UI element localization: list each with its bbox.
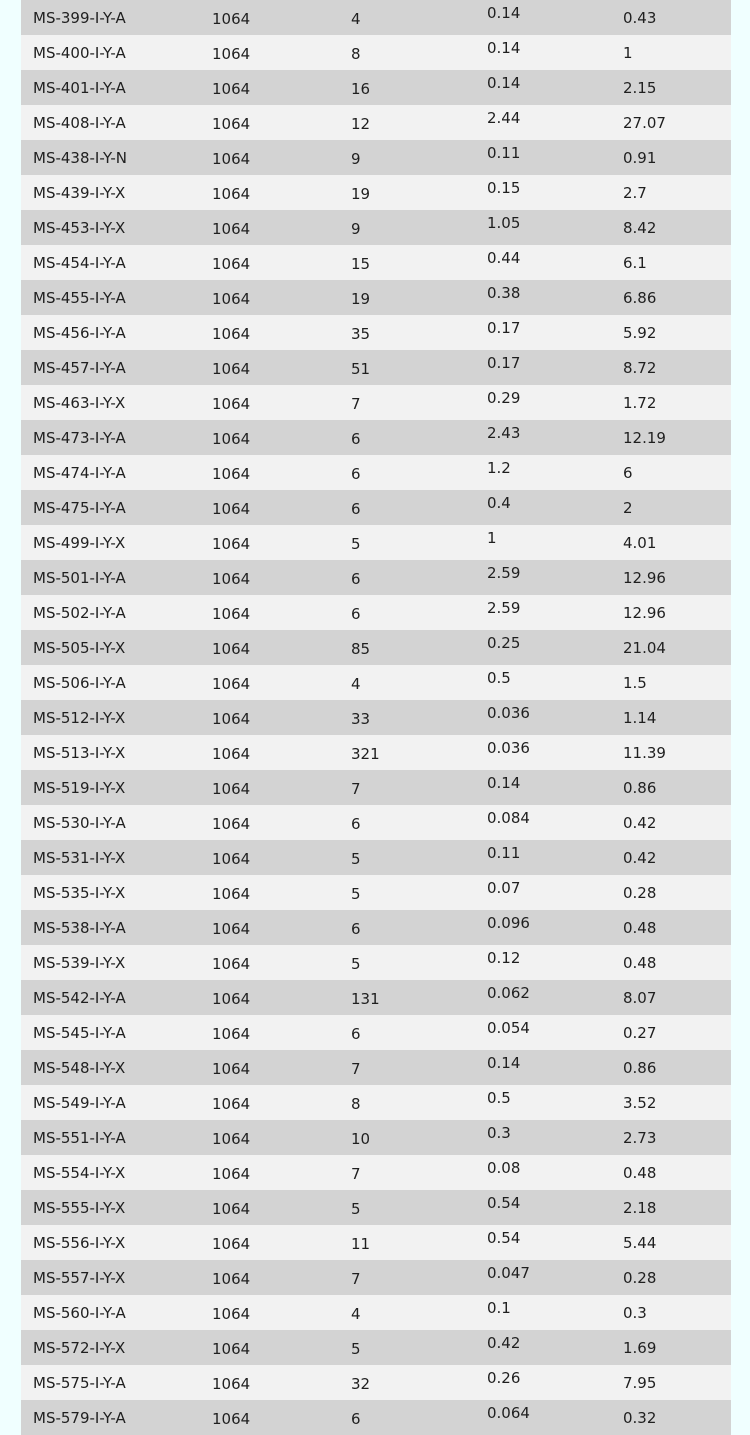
cell-value-a: 1.05 bbox=[487, 214, 521, 232]
cell-part-number: MS-455-I-Y-A bbox=[33, 289, 126, 307]
table-row bbox=[21, 1295, 731, 1330]
cell-value-a: 0.1 bbox=[487, 1299, 511, 1317]
cell-value-b: 0.48 bbox=[623, 919, 657, 937]
cell-value-a: 0.08 bbox=[487, 1159, 521, 1177]
cell-wavelength: 1064 bbox=[212, 115, 251, 133]
cell-wavelength: 1064 bbox=[212, 150, 251, 168]
table-row bbox=[21, 805, 731, 840]
cell-part-number: MS-542-I-Y-A bbox=[33, 989, 126, 1007]
cell-part-number: MS-554-I-Y-X bbox=[33, 1164, 126, 1182]
cell-part-number: MS-551-I-Y-A bbox=[33, 1129, 126, 1147]
cell-wavelength: 1064 bbox=[212, 500, 251, 518]
cell-value-b: 1 bbox=[623, 44, 633, 62]
cell-value-a: 2.59 bbox=[487, 564, 521, 582]
data-table bbox=[21, 0, 731, 1435]
cell-part-number: MS-501-I-Y-A bbox=[33, 569, 126, 587]
table-row bbox=[21, 35, 731, 70]
table-row bbox=[21, 350, 731, 385]
cell-count: 5 bbox=[351, 1340, 361, 1358]
cell-value-b: 0.91 bbox=[623, 149, 657, 167]
cell-wavelength: 1064 bbox=[212, 955, 251, 973]
table-row bbox=[21, 280, 731, 315]
cell-value-b: 0.86 bbox=[623, 779, 657, 797]
table-row bbox=[21, 1120, 731, 1155]
cell-part-number: MS-535-I-Y-X bbox=[33, 884, 126, 902]
cell-part-number: MS-502-I-Y-A bbox=[33, 604, 126, 622]
cell-count: 6 bbox=[351, 1025, 361, 1043]
cell-part-number: MS-557-I-Y-X bbox=[33, 1269, 126, 1287]
cell-value-a: 0.14 bbox=[487, 39, 521, 57]
cell-value-b: 1.69 bbox=[623, 1339, 657, 1357]
cell-part-number: MS-408-I-Y-A bbox=[33, 114, 126, 132]
cell-value-b: 11.39 bbox=[623, 744, 666, 762]
cell-value-a: 2.43 bbox=[487, 424, 521, 442]
cell-part-number: MS-539-I-Y-X bbox=[33, 954, 126, 972]
cell-wavelength: 1064 bbox=[212, 290, 251, 308]
cell-value-b: 0.28 bbox=[623, 1269, 657, 1287]
cell-wavelength: 1064 bbox=[212, 1375, 251, 1393]
cell-value-a: 2.59 bbox=[487, 599, 521, 617]
cell-count: 6 bbox=[351, 1410, 361, 1428]
table-row bbox=[21, 1330, 731, 1365]
cell-wavelength: 1064 bbox=[212, 605, 251, 623]
cell-count: 9 bbox=[351, 150, 361, 168]
cell-count: 5 bbox=[351, 535, 361, 553]
cell-count: 6 bbox=[351, 815, 361, 833]
cell-count: 7 bbox=[351, 780, 361, 798]
cell-count: 7 bbox=[351, 1060, 361, 1078]
table-row bbox=[21, 1400, 731, 1435]
cell-count: 6 bbox=[351, 465, 361, 483]
table-row bbox=[21, 1155, 731, 1190]
cell-value-b: 12.96 bbox=[623, 569, 666, 587]
cell-value-b: 2 bbox=[623, 499, 633, 517]
table-row bbox=[21, 455, 731, 490]
cell-value-a: 0.5 bbox=[487, 669, 511, 687]
cell-count: 6 bbox=[351, 920, 361, 938]
cell-part-number: MS-400-I-Y-A bbox=[33, 44, 126, 62]
cell-wavelength: 1064 bbox=[212, 1410, 251, 1428]
table-row bbox=[21, 210, 731, 245]
cell-wavelength: 1064 bbox=[212, 1235, 251, 1253]
cell-wavelength: 1064 bbox=[212, 990, 251, 1008]
cell-part-number: MS-439-I-Y-X bbox=[33, 184, 126, 202]
cell-wavelength: 1064 bbox=[212, 185, 251, 203]
cell-part-number: MS-531-I-Y-X bbox=[33, 849, 126, 867]
cell-count: 5 bbox=[351, 850, 361, 868]
table-row bbox=[21, 315, 731, 350]
cell-part-number: MS-505-I-Y-X bbox=[33, 639, 126, 657]
cell-value-b: 1.72 bbox=[623, 394, 657, 412]
table-row bbox=[21, 665, 731, 700]
cell-part-number: MS-530-I-Y-A bbox=[33, 814, 126, 832]
cell-count: 85 bbox=[351, 640, 371, 658]
cell-count: 5 bbox=[351, 1200, 361, 1218]
cell-wavelength: 1064 bbox=[212, 465, 251, 483]
cell-value-b: 0.86 bbox=[623, 1059, 657, 1077]
cell-value-b: 1.5 bbox=[623, 674, 647, 692]
table-row bbox=[21, 420, 731, 455]
cell-value-b: 0.42 bbox=[623, 814, 657, 832]
cell-wavelength: 1064 bbox=[212, 1165, 251, 1183]
table-row bbox=[21, 0, 731, 35]
cell-part-number: MS-454-I-Y-A bbox=[33, 254, 126, 272]
table-row bbox=[21, 1015, 731, 1050]
cell-count: 16 bbox=[351, 80, 371, 98]
cell-part-number: MS-555-I-Y-X bbox=[33, 1199, 126, 1217]
cell-count: 6 bbox=[351, 570, 361, 588]
cell-value-b: 2.15 bbox=[623, 79, 657, 97]
cell-part-number: MS-556-I-Y-X bbox=[33, 1234, 126, 1252]
cell-value-a: 0.07 bbox=[487, 879, 521, 897]
table-row bbox=[21, 630, 731, 665]
table-row bbox=[21, 1225, 731, 1260]
cell-part-number: MS-506-I-Y-A bbox=[33, 674, 126, 692]
table-row bbox=[21, 175, 731, 210]
cell-value-b: 6.86 bbox=[623, 289, 657, 307]
cell-wavelength: 1064 bbox=[212, 1305, 251, 1323]
cell-count: 4 bbox=[351, 10, 361, 28]
cell-value-a: 2.44 bbox=[487, 109, 521, 127]
table-body bbox=[21, 0, 731, 1435]
cell-value-b: 0.48 bbox=[623, 954, 657, 972]
cell-value-a: 0.14 bbox=[487, 74, 521, 92]
cell-value-b: 12.19 bbox=[623, 429, 666, 447]
cell-part-number: MS-519-I-Y-X bbox=[33, 779, 126, 797]
cell-count: 15 bbox=[351, 255, 371, 273]
table-row bbox=[21, 1365, 731, 1400]
cell-count: 12 bbox=[351, 115, 371, 133]
cell-count: 8 bbox=[351, 1095, 361, 1113]
cell-wavelength: 1064 bbox=[212, 1025, 251, 1043]
cell-value-a: 0.25 bbox=[487, 634, 521, 652]
cell-count: 4 bbox=[351, 1305, 361, 1323]
cell-value-a: 0.14 bbox=[487, 4, 521, 22]
cell-count: 10 bbox=[351, 1130, 371, 1148]
table-row bbox=[21, 595, 731, 630]
table-row bbox=[21, 1050, 731, 1085]
cell-value-b: 12.96 bbox=[623, 604, 666, 622]
cell-wavelength: 1064 bbox=[212, 10, 251, 28]
cell-wavelength: 1064 bbox=[212, 1130, 251, 1148]
cell-value-b: 1.14 bbox=[623, 709, 657, 727]
cell-value-b: 5.92 bbox=[623, 324, 657, 342]
cell-count: 19 bbox=[351, 290, 371, 308]
cell-value-a: 0.14 bbox=[487, 774, 521, 792]
table-row bbox=[21, 105, 731, 140]
cell-count: 5 bbox=[351, 955, 361, 973]
cell-value-a: 0.44 bbox=[487, 249, 521, 267]
cell-wavelength: 1064 bbox=[212, 395, 251, 413]
cell-value-b: 2.73 bbox=[623, 1129, 657, 1147]
cell-value-a: 0.54 bbox=[487, 1194, 521, 1212]
cell-wavelength: 1064 bbox=[212, 1270, 251, 1288]
table-row bbox=[21, 1190, 731, 1225]
cell-wavelength: 1064 bbox=[212, 920, 251, 938]
cell-wavelength: 1064 bbox=[212, 45, 251, 63]
table-row bbox=[21, 1260, 731, 1295]
cell-value-a: 0.14 bbox=[487, 1054, 521, 1072]
cell-value-a: 0.054 bbox=[487, 1019, 530, 1037]
cell-value-a: 0.11 bbox=[487, 844, 521, 862]
cell-count: 131 bbox=[351, 990, 380, 1008]
table-row bbox=[21, 910, 731, 945]
cell-wavelength: 1064 bbox=[212, 640, 251, 658]
cell-part-number: MS-457-I-Y-A bbox=[33, 359, 126, 377]
cell-part-number: MS-548-I-Y-X bbox=[33, 1059, 126, 1077]
cell-wavelength: 1064 bbox=[212, 1200, 251, 1218]
cell-value-a: 0.17 bbox=[487, 319, 521, 337]
table-row bbox=[21, 840, 731, 875]
cell-wavelength: 1064 bbox=[212, 570, 251, 588]
cell-part-number: MS-560-I-Y-A bbox=[33, 1304, 126, 1322]
cell-count: 9 bbox=[351, 220, 361, 238]
cell-value-a: 0.12 bbox=[487, 949, 521, 967]
cell-value-a: 0.036 bbox=[487, 739, 530, 757]
cell-count: 51 bbox=[351, 360, 371, 378]
table-row bbox=[21, 945, 731, 980]
cell-value-a: 0.062 bbox=[487, 984, 530, 1002]
cell-value-b: 0.48 bbox=[623, 1164, 657, 1182]
cell-value-b: 0.27 bbox=[623, 1024, 657, 1042]
cell-wavelength: 1064 bbox=[212, 1340, 251, 1358]
cell-value-a: 0.084 bbox=[487, 809, 530, 827]
cell-wavelength: 1064 bbox=[212, 325, 251, 343]
table-row bbox=[21, 70, 731, 105]
cell-wavelength: 1064 bbox=[212, 220, 251, 238]
cell-value-a: 0.42 bbox=[487, 1334, 521, 1352]
cell-wavelength: 1064 bbox=[212, 80, 251, 98]
cell-part-number: MS-474-I-Y-A bbox=[33, 464, 126, 482]
cell-value-a: 0.096 bbox=[487, 914, 530, 932]
cell-count: 321 bbox=[351, 745, 380, 763]
cell-count: 19 bbox=[351, 185, 371, 203]
cell-part-number: MS-575-I-Y-A bbox=[33, 1374, 126, 1392]
cell-part-number: MS-579-I-Y-A bbox=[33, 1409, 126, 1427]
cell-count: 5 bbox=[351, 885, 361, 903]
cell-value-b: 8.42 bbox=[623, 219, 657, 237]
cell-count: 8 bbox=[351, 45, 361, 63]
cell-wavelength: 1064 bbox=[212, 360, 251, 378]
cell-count: 7 bbox=[351, 395, 361, 413]
cell-value-a: 0.3 bbox=[487, 1124, 511, 1142]
cell-part-number: MS-545-I-Y-A bbox=[33, 1024, 126, 1042]
cell-count: 32 bbox=[351, 1375, 371, 1393]
cell-part-number: MS-401-I-Y-A bbox=[33, 79, 126, 97]
cell-part-number: MS-499-I-Y-X bbox=[33, 534, 126, 552]
table-row bbox=[21, 735, 731, 770]
table-row bbox=[21, 490, 731, 525]
cell-value-a: 0.047 bbox=[487, 1264, 530, 1282]
cell-part-number: MS-475-I-Y-A bbox=[33, 499, 126, 517]
cell-count: 6 bbox=[351, 605, 361, 623]
cell-value-b: 27.07 bbox=[623, 114, 666, 132]
cell-part-number: MS-399-I-Y-A bbox=[33, 9, 126, 27]
table-row bbox=[21, 770, 731, 805]
table-row bbox=[21, 980, 731, 1015]
cell-value-b: 0.32 bbox=[623, 1409, 657, 1427]
cell-wavelength: 1064 bbox=[212, 710, 251, 728]
cell-part-number: MS-572-I-Y-X bbox=[33, 1339, 126, 1357]
cell-part-number: MS-473-I-Y-A bbox=[33, 429, 126, 447]
cell-value-a: 0.17 bbox=[487, 354, 521, 372]
cell-value-b: 0.42 bbox=[623, 849, 657, 867]
cell-wavelength: 1064 bbox=[212, 675, 251, 693]
cell-part-number: MS-549-I-Y-A bbox=[33, 1094, 126, 1112]
cell-wavelength: 1064 bbox=[212, 1095, 251, 1113]
cell-value-a: 0.26 bbox=[487, 1369, 521, 1387]
cell-part-number: MS-463-I-Y-X bbox=[33, 394, 126, 412]
cell-value-a: 0.036 bbox=[487, 704, 530, 722]
cell-count: 11 bbox=[351, 1235, 371, 1253]
cell-value-b: 6.1 bbox=[623, 254, 647, 272]
table-row bbox=[21, 525, 731, 560]
table-row bbox=[21, 245, 731, 280]
cell-value-b: 4.01 bbox=[623, 534, 657, 552]
cell-wavelength: 1064 bbox=[212, 745, 251, 763]
cell-part-number: MS-456-I-Y-A bbox=[33, 324, 126, 342]
cell-part-number: MS-513-I-Y-X bbox=[33, 744, 126, 762]
cell-value-b: 8.07 bbox=[623, 989, 657, 1007]
cell-value-a: 0.38 bbox=[487, 284, 521, 302]
cell-count: 7 bbox=[351, 1165, 361, 1183]
cell-value-a: 0.29 bbox=[487, 389, 521, 407]
cell-value-b: 6 bbox=[623, 464, 633, 482]
cell-value-b: 2.7 bbox=[623, 184, 647, 202]
cell-part-number: MS-538-I-Y-A bbox=[33, 919, 126, 937]
cell-wavelength: 1064 bbox=[212, 850, 251, 868]
table-row bbox=[21, 140, 731, 175]
cell-value-b: 0.43 bbox=[623, 9, 657, 27]
table-row bbox=[21, 700, 731, 735]
cell-value-b: 5.44 bbox=[623, 1234, 657, 1252]
cell-value-a: 0.064 bbox=[487, 1404, 530, 1422]
cell-value-b: 8.72 bbox=[623, 359, 657, 377]
cell-count: 6 bbox=[351, 430, 361, 448]
cell-count: 35 bbox=[351, 325, 371, 343]
table-row bbox=[21, 1085, 731, 1120]
cell-count: 4 bbox=[351, 675, 361, 693]
table-row bbox=[21, 560, 731, 595]
cell-value-a: 1.2 bbox=[487, 459, 511, 477]
cell-wavelength: 1064 bbox=[212, 255, 251, 273]
table-row bbox=[21, 875, 731, 910]
cell-wavelength: 1064 bbox=[212, 780, 251, 798]
cell-value-b: 2.18 bbox=[623, 1199, 657, 1217]
cell-value-a: 0.11 bbox=[487, 144, 521, 162]
cell-wavelength: 1064 bbox=[212, 1060, 251, 1078]
cell-count: 33 bbox=[351, 710, 371, 728]
cell-value-a: 0.54 bbox=[487, 1229, 521, 1247]
cell-value-b: 0.3 bbox=[623, 1304, 647, 1322]
cell-part-number: MS-453-I-Y-X bbox=[33, 219, 126, 237]
table-row bbox=[21, 385, 731, 420]
cell-value-a: 0.5 bbox=[487, 1089, 511, 1107]
cell-count: 7 bbox=[351, 1270, 361, 1288]
cell-value-a: 0.15 bbox=[487, 179, 521, 197]
cell-value-a: 1 bbox=[487, 529, 497, 547]
cell-wavelength: 1064 bbox=[212, 535, 251, 553]
cell-value-b: 7.95 bbox=[623, 1374, 657, 1392]
cell-count: 6 bbox=[351, 500, 361, 518]
cell-wavelength: 1064 bbox=[212, 885, 251, 903]
cell-wavelength: 1064 bbox=[212, 430, 251, 448]
cell-value-b: 3.52 bbox=[623, 1094, 657, 1112]
cell-value-b: 0.28 bbox=[623, 884, 657, 902]
cell-wavelength: 1064 bbox=[212, 815, 251, 833]
cell-value-a: 0.4 bbox=[487, 494, 511, 512]
cell-part-number: MS-512-I-Y-X bbox=[33, 709, 126, 727]
cell-value-b: 21.04 bbox=[623, 639, 666, 657]
cell-part-number: MS-438-I-Y-N bbox=[33, 149, 127, 167]
